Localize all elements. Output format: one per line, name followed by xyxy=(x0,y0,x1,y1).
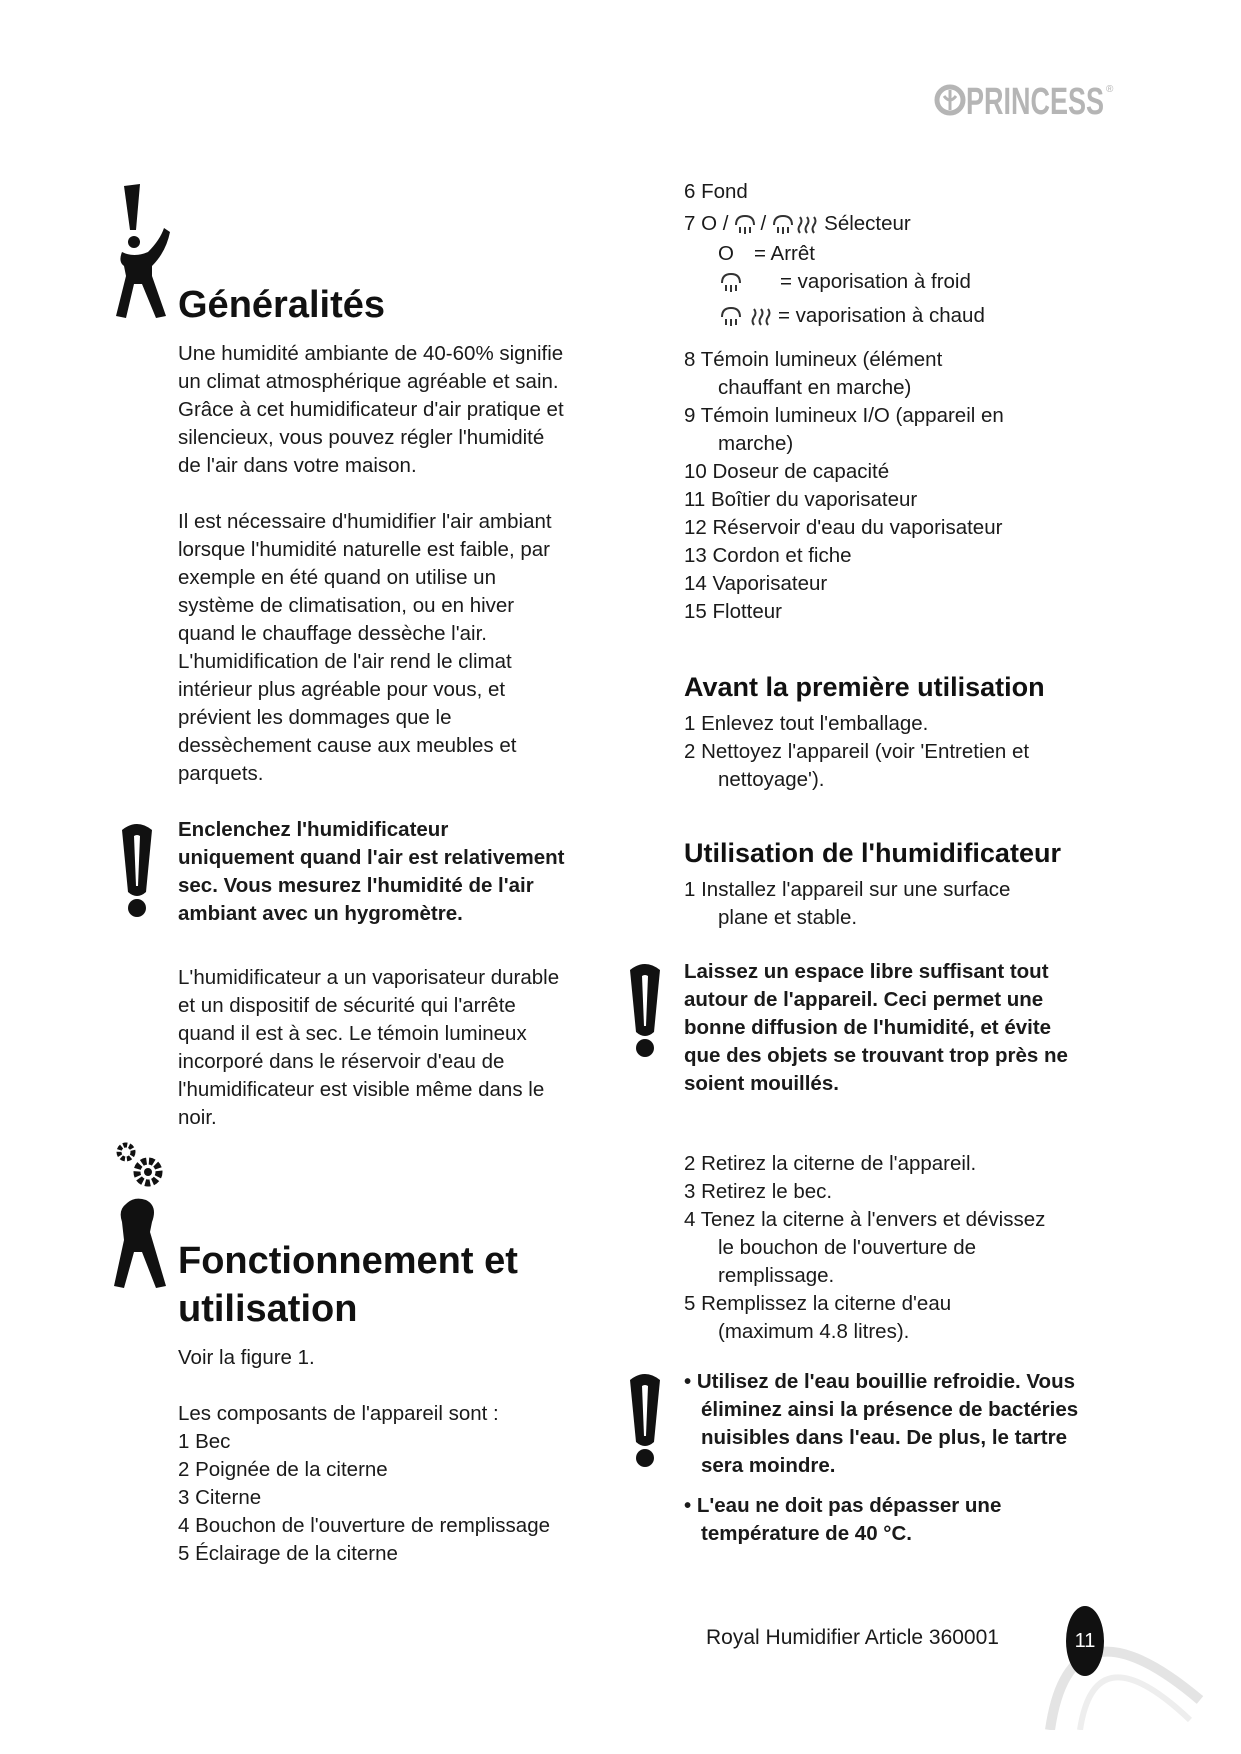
list-item-continuation: marche) xyxy=(718,432,794,455)
text-line: L'humidificateur a un vaporisateur durable xyxy=(178,966,560,989)
utilisation-bullets xyxy=(684,1368,1134,1548)
text-line: autour de l'appareil. Ceci permet une xyxy=(684,988,1044,1011)
components-intro: Les composants de l'appareil sont : xyxy=(178,1402,499,1425)
text-line: Il est nécessaire d'humidifier l'air ambiant xyxy=(178,510,552,533)
text-line: l'humidificateur est visible même dans le xyxy=(178,1078,545,1101)
text-line: bonne diffusion de l'humidité, et évite xyxy=(684,1016,1052,1039)
components-list xyxy=(178,1428,608,1568)
selector-separator: / xyxy=(760,212,767,235)
text-line: silencieux, vous pouvez régler l'humidité xyxy=(178,426,545,449)
hot-vapor-cloud-icon xyxy=(718,303,744,329)
list-item: 3 Retirez le bec. xyxy=(684,1180,833,1203)
heat-waves-icon xyxy=(796,211,818,237)
selector-prefix: 7 O / xyxy=(684,212,729,235)
list-item: 1 Bec xyxy=(178,1430,231,1453)
list-item: 10 Doseur de capacité xyxy=(684,460,890,483)
text-line: incorporé dans le réservoir d'eau de xyxy=(178,1050,505,1073)
list-item: 2 Poignée de la citerne xyxy=(178,1458,388,1481)
cold-vapor-icon xyxy=(732,211,758,237)
symbol-hot-row xyxy=(718,302,985,330)
list-item: 9 Témoin lumineux I/O (appareil en xyxy=(684,404,1004,427)
text-line: dessèchement cause aux meubles et xyxy=(178,734,517,757)
figure-reference: Voir la figure 1. xyxy=(178,1346,315,1369)
text-line: ambiant avec un hygromètre. xyxy=(178,902,463,925)
text-line: intérieur plus agréable pour vous, et xyxy=(178,678,506,701)
text-line: prévient les dommages que le xyxy=(178,706,452,729)
selector-label: Sélecteur xyxy=(824,212,911,235)
bullet-line: température de 40 °C. xyxy=(701,1522,912,1545)
list-item: 2 Nettoyez l'appareil (voir 'Entretien et xyxy=(684,740,1030,763)
text-line: un climat atmosphérique agréable et sain. xyxy=(178,370,559,393)
exclamation-figure-icon xyxy=(112,180,174,320)
bullet-line: • L'eau ne doit pas dépasser une xyxy=(684,1494,1002,1517)
text-line: quand il est à sec. Le témoin lumineux xyxy=(178,1022,527,1045)
warning-icon xyxy=(620,960,670,1060)
warning-icon xyxy=(620,1370,670,1470)
list-item: 8 Témoin lumineux (élément xyxy=(684,348,943,371)
list-item: 5 Remplissez la citerne d'eau xyxy=(684,1292,952,1315)
text-line: uniquement quand l'air est relativement xyxy=(178,846,565,869)
list-item-continuation: nettoyage'). xyxy=(718,768,825,791)
text-line: Grâce à cet humidificateur d'air pratique et xyxy=(178,398,564,421)
list-item: 4 Tenez la citerne à l'envers et dévissez xyxy=(684,1208,1046,1231)
selector-row xyxy=(684,210,911,238)
list-item: 11 Boîtier du vaporisateur xyxy=(684,488,918,511)
text-line: L'humidification de l'air rend le climat xyxy=(178,650,512,673)
text-line: Laissez un espace libre suffisant tout xyxy=(684,960,1049,983)
list-item: 15 Flotteur xyxy=(684,600,782,623)
text-line: que des objets se trouvant trop près ne xyxy=(684,1044,1068,1067)
section-title-fonctionnement-1: Fonctionnement et xyxy=(178,1240,518,1282)
cold-label: = vaporisation à froid xyxy=(780,270,971,293)
utilisation-warning xyxy=(684,958,1134,1098)
generalites-warning xyxy=(178,816,608,928)
symbol-off-row xyxy=(718,240,815,268)
bullet-line: sera moindre. xyxy=(701,1454,836,1477)
gear-figure-icon xyxy=(112,1140,172,1290)
generalites-para1 xyxy=(178,340,608,480)
list-item-continuation: remplissage. xyxy=(718,1264,835,1287)
utilisation-step1 xyxy=(684,876,1134,932)
list-item-continuation: plane et stable. xyxy=(718,906,858,929)
brand-registered: ® xyxy=(1106,84,1114,95)
list-item: 4 Bouchon de l'ouverture de remplissage xyxy=(178,1514,551,1537)
text-line: exemple en été quand on utilise un xyxy=(178,566,496,589)
list-item: 2 Retirez la citerne de l'appareil. xyxy=(684,1152,977,1175)
text-line: noir. xyxy=(178,1106,217,1129)
list-item-continuation: le bouchon de l'ouverture de xyxy=(718,1236,977,1259)
section-title-fonctionnement-2: utilisation xyxy=(178,1288,358,1330)
text-line: Enclenchez l'humidificateur xyxy=(178,818,449,841)
generalites-para2 xyxy=(178,508,608,788)
text-line: sec. Vous mesurez l'humidité de l'air xyxy=(178,874,534,897)
list-item: 1 Enlevez tout l'emballage. xyxy=(684,712,929,735)
section-title-utilisation: Utilisation de l'humidificateur xyxy=(684,838,1061,868)
list-item: 6 Fond xyxy=(684,180,748,203)
text-line: Une humidité ambiante de 40-60% signifie xyxy=(178,342,564,365)
heat-waves-icon xyxy=(750,303,772,329)
cold-vapor-icon xyxy=(718,269,744,295)
bullet-line: • Utilisez de l'eau bouillie refroidie. Vous xyxy=(684,1370,1076,1393)
bullet-line: éliminez ainsi la présence de bactéries xyxy=(701,1398,1079,1421)
text-line: et un dispositif de sécurité qui l'arrête xyxy=(178,994,516,1017)
list-item: 1 Installez l'appareil sur une surface xyxy=(684,878,1011,901)
avant-steps xyxy=(684,710,1134,794)
text-line: de l'air dans votre maison. xyxy=(178,454,417,477)
list-item: 5 Éclairage de la citerne xyxy=(178,1542,398,1565)
utilisation-steps xyxy=(684,1150,1134,1346)
hot-label: = vaporisation à chaud xyxy=(778,304,985,327)
off-symbol: O xyxy=(718,242,734,265)
text-line: parquets. xyxy=(178,762,264,785)
generalites-para3 xyxy=(178,964,608,1132)
page-number-badge xyxy=(1066,1606,1104,1676)
list-item: 3 Citerne xyxy=(178,1486,262,1509)
hot-vapor-cloud-icon xyxy=(770,211,796,237)
list-item: 12 Réservoir d'eau du vaporisateur xyxy=(684,516,1003,539)
off-label: = Arrêt xyxy=(754,242,815,265)
warning-icon xyxy=(112,820,162,920)
text-line: système de climatisation, ou en hiver xyxy=(178,594,515,617)
section-title-avant: Avant la première utilisation xyxy=(684,672,1045,702)
text-line: lorsque l'humidité naturelle est faible, par xyxy=(178,538,550,561)
components-list-continued xyxy=(684,346,1134,626)
text-line: quand le chauffage dessèche l'air. xyxy=(178,622,487,645)
list-item-continuation: chauffant en marche) xyxy=(718,376,912,399)
symbol-cold-row xyxy=(718,268,971,296)
list-item-continuation: (maximum 4.8 litres). xyxy=(718,1320,910,1343)
page-number: 11 xyxy=(1074,1629,1096,1652)
brand-name: PRINCESS xyxy=(966,81,1104,123)
bullet-line: nuisibles dans l'eau. De plus, le tartre xyxy=(701,1426,1068,1449)
footer-article: Royal Humidifier Article 360001 xyxy=(706,1626,999,1649)
text-line: soient mouillés. xyxy=(684,1072,839,1095)
list-item: 13 Cordon et fiche xyxy=(684,544,852,567)
section-title-generalites: Généralités xyxy=(178,284,385,326)
princess-logo xyxy=(930,70,1130,130)
decorative-swoosh xyxy=(1040,1580,1210,1730)
list-item: 14 Vaporisateur xyxy=(684,572,828,595)
